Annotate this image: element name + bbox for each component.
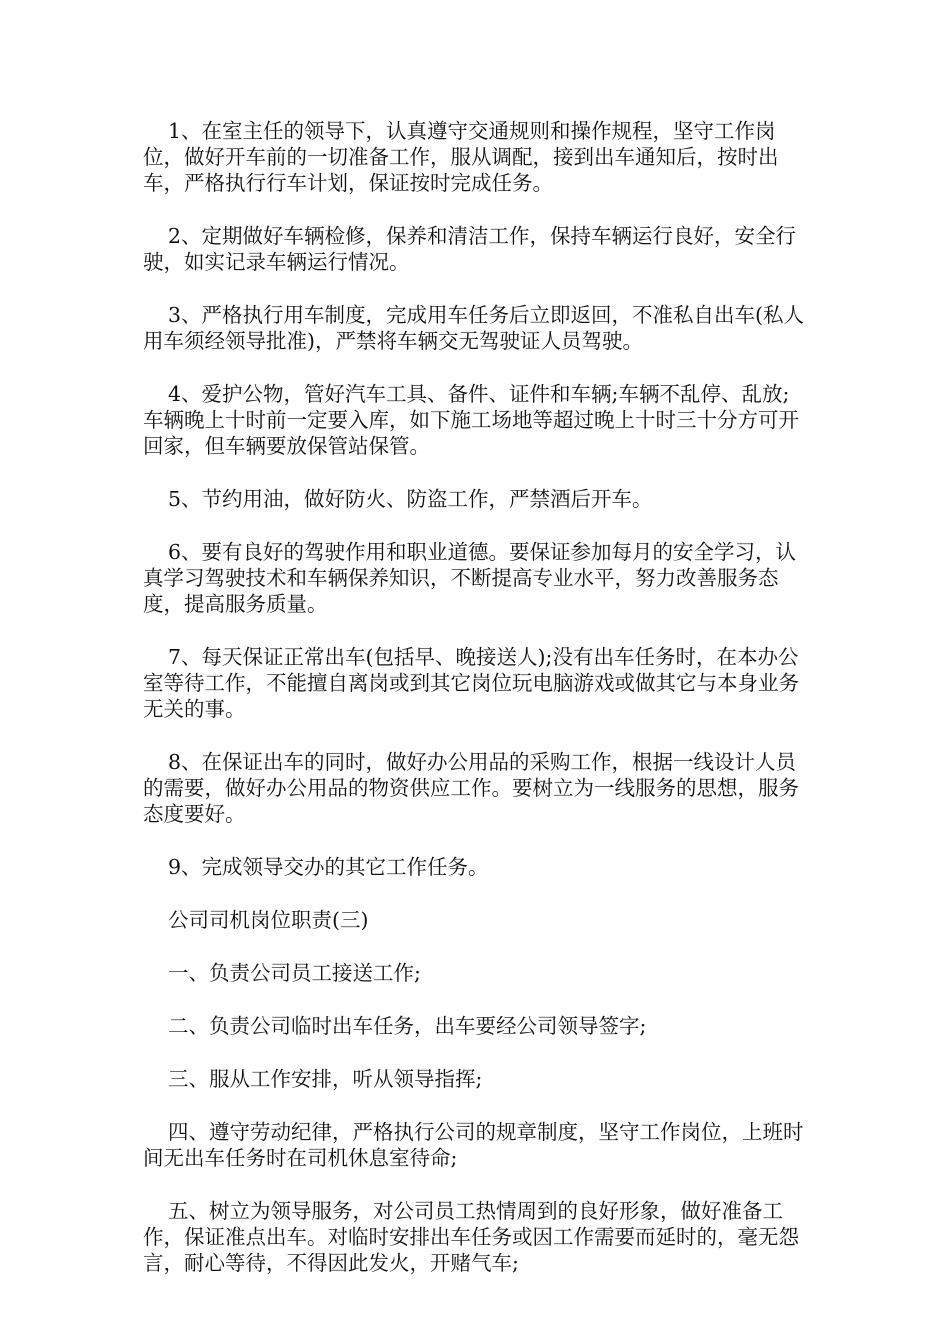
section-heading: 公司司机岗位职责(三) bbox=[168, 908, 369, 932]
duty-item-6: 6、要有良好的驾驶作用和职业道德。要保证参加每月的安全学习，认真学习驾驶技术和车辆保养知识，不断提高专业水平，努力改善服务态度，提高服务质量。 bbox=[143, 540, 797, 616]
duty-item-5: 5、节约用油，做好防火、防盗工作，严禁酒后开车。 bbox=[168, 487, 653, 511]
duty-item-7: 7、每天保证正常出车(包括早、晚接送人);没有出车任务时，在本办公室等待工作，不能擅自离岗或到其它岗位玩电脑游戏或做其它与本身业务无关的事。 bbox=[143, 645, 799, 721]
section-item-3: 三、服从工作安排，听从领导指挥; bbox=[168, 1067, 483, 1091]
document-body bbox=[143, 118, 808, 1303]
section-item-4: 四、遵守劳动纪律，严格执行公司的规章制度，坚守工作岗位，上班时间无出车任务时在司机休息室待命; bbox=[143, 1120, 804, 1170]
duty-item-1: 1、在室主任的领导下，认真遵守交通规则和操作规程，坚守工作岗位，做好开车前的一切准备工作，服从调配，接到出车通知后，按时出车，严格执行行车计划，保证按时完成任务。 bbox=[143, 119, 779, 195]
duty-item-4: 4、爱护公物，管好汽车工具、备件、证件和车辆;车辆不乱停、乱放;车辆晚上十时前一定要入库，如下施工场地等超过晚上十时三十分方可开回家，但车辆要放保管站保管。 bbox=[143, 382, 799, 458]
section-item-2: 二、负责公司临时出车任务，出车要经公司领导签字; bbox=[168, 1014, 647, 1038]
duty-item-9: 9、完成领导交办的其它工作任务。 bbox=[168, 855, 489, 879]
duty-item-8: 8、在保证出车的同时，做好办公用品的采购工作，根据一线设计人员的需要，做好办公用品的物资供应工作。要树立为一线服务的思想，服务态度要好。 bbox=[143, 750, 799, 826]
section-item-1: 一、负责公司员工接送工作; bbox=[168, 961, 421, 985]
section-item-5: 五、树立为领导服务，对公司员工热情周到的良好形象，做好准备工作，保证准点出车。对临时安排出车任务或因工作需要而延时的，毫无怨言，耐心等待，不得因此发火，开赌气车; bbox=[143, 1199, 799, 1275]
duty-item-3: 3、严格执行用车制度，完成用车任务后立即返回，不准私自出车(私人用车须经领导批准)，严禁将车辆交无驾驶证人员驾驶。 bbox=[143, 303, 805, 353]
duty-item-2: 2、定期做好车辆检修，保养和清洁工作，保持车辆运行良好，安全行驶，如实记录车辆运行情况。 bbox=[143, 224, 797, 274]
